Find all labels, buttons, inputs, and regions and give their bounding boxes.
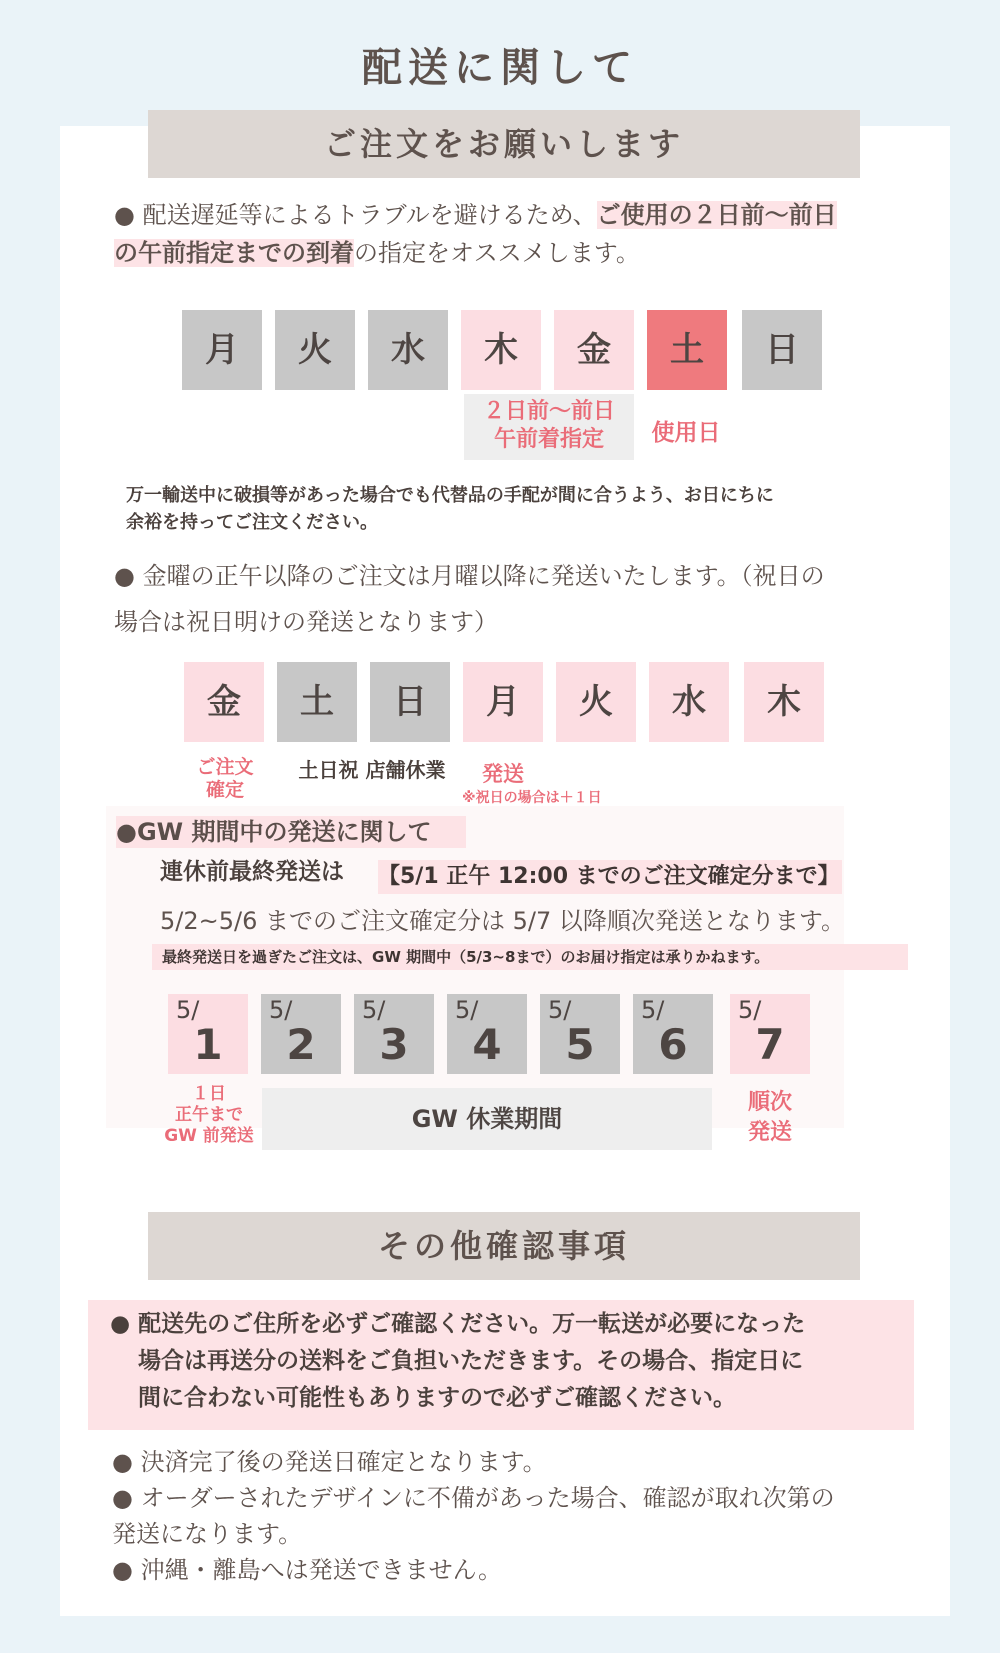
gw-date-5-day: 5 <box>565 1020 595 1069</box>
gw-line2: 5/2~5/6 までのご注文確定分は 5/7 以降順次発送となります。 <box>160 907 845 935</box>
day-fri: 金 <box>554 310 634 390</box>
para1-suffix: の指定をオススメします。 <box>354 239 640 267</box>
gw-date-7 <box>730 994 810 1074</box>
warn-line1: ● 配送先のご住所を必ずご確認ください。万一転送が必要になった <box>110 1311 806 1337</box>
day-sun: 日 <box>742 310 822 390</box>
gw-date-2 <box>261 994 341 1074</box>
other-item-1: ● 決済完了後の発送日確定となります。 <box>112 1448 547 1476</box>
gw-date-2-day: 2 <box>286 1020 316 1069</box>
last-ship-value: 【5/1 正午 12:00 までのご注文確定分まで】 <box>378 860 842 894</box>
day2-thu: 木 <box>744 662 824 742</box>
ship-label: 発送 <box>482 762 524 786</box>
gw-holiday-bar: GW 休業期間 <box>262 1088 712 1150</box>
gw-date-7-day: 7 <box>755 1020 785 1069</box>
gw-date-3 <box>354 994 434 1074</box>
arrival-label-box <box>464 394 634 460</box>
para1-highlight-a: ご使用の２日前〜前日 <box>596 201 837 229</box>
damage-note <box>126 482 906 536</box>
day2-tue: 火 <box>556 662 636 742</box>
section-banner-order: ご注文をお願いします <box>148 110 860 178</box>
para2-line2: 場合は祝日明けの発送となります） <box>114 608 498 636</box>
paragraph-delivery-recommendation <box>114 196 934 272</box>
gw-date-1 <box>168 994 248 1074</box>
day-thu: 木 <box>461 310 541 390</box>
gw-last-label-1: 順次 <box>747 1090 792 1115</box>
ship-holiday-note: ※祝日の場合は＋１日 <box>462 790 602 806</box>
arrival-label-line1: ２日前〜前日 <box>482 399 615 424</box>
day2-sat: 土 <box>277 662 357 742</box>
gw-heading: ●GW 期間中の発送に関して <box>116 816 466 848</box>
store-closed-label: 土日祝 店舗休業 <box>298 758 446 782</box>
warn-line2: 場合は再送分の送料をご負担いただきます。その場合、指定日に <box>138 1348 804 1374</box>
other-items-list <box>112 1444 932 1588</box>
order-confirm-line2: 確定 <box>205 779 244 801</box>
order-confirm-label <box>180 756 270 802</box>
order-confirm-line1: ご注文 <box>196 756 254 778</box>
gw-date-5 <box>540 994 620 1074</box>
other-item-2-line1: ● オーダーされたデザインに不備があった場合、確認が取れ次第の <box>112 1484 835 1512</box>
gw-date-1-month: 5/ <box>176 996 200 1024</box>
gw-date-1-day: 1 <box>193 1020 223 1069</box>
para1-highlight-b: の午前指定までの到着 <box>114 239 354 267</box>
paragraph-friday-orders <box>114 553 934 645</box>
day2-sun: 日 <box>370 662 450 742</box>
note-line2: 余裕を持ってご注文ください。 <box>126 512 378 533</box>
para1-prefix: ● 配送遅延等によるトラブルを避けるため、 <box>114 201 597 229</box>
day2-fri: 金 <box>184 662 264 742</box>
day2-mon: 月 <box>463 662 543 742</box>
gw-date-4 <box>447 994 527 1074</box>
day-mon: 月 <box>182 310 262 390</box>
gw-last-label-2: 発送 <box>747 1120 792 1145</box>
gw-first-label-1: １日 <box>192 1084 226 1104</box>
gw-date-6-month: 5/ <box>641 996 665 1024</box>
other-item-3: ● 沖縄・離島へは発送できません。 <box>112 1556 503 1584</box>
gw-date-4-month: 5/ <box>455 996 479 1024</box>
gw-first-label <box>156 1084 262 1147</box>
day2-wed: 水 <box>649 662 729 742</box>
gw-last-label <box>730 1088 810 1148</box>
gw-date-6-day: 6 <box>658 1020 688 1069</box>
para2-line1: ● 金曜の正午以降のご注文は月曜以降に発送いたします。（祝日の <box>114 562 825 590</box>
day-wed: 水 <box>368 310 448 390</box>
last-ship-label: 連休前最終発送は <box>160 859 344 885</box>
gw-first-label-3: GW 前発送 <box>164 1126 254 1146</box>
gw-line3: 最終発送日を過ぎたご注文は、GW 期間中（5/3~8まで）のお届け指定は承りかねます。 <box>152 944 908 970</box>
gw-date-4-day: 4 <box>472 1020 502 1069</box>
gw-date-5-month: 5/ <box>548 996 572 1024</box>
other-item-2-line2: 発送になります。 <box>112 1520 303 1548</box>
page-title: 配送に関して <box>362 45 638 91</box>
arrival-label-line2: 午前着指定 <box>493 427 604 452</box>
day-tue: 火 <box>275 310 355 390</box>
note-line1: 万一輸送中に破損等があった場合でも代替品の手配が間に合うよう、お日にちに <box>126 485 774 506</box>
gw-date-3-day: 3 <box>379 1020 409 1069</box>
day-sat-use: 土 <box>647 310 727 390</box>
use-day-label: 使用日 <box>651 420 721 446</box>
gw-date-7-month: 5/ <box>738 996 762 1024</box>
address-warning-text <box>110 1306 910 1417</box>
gw-date-3-month: 5/ <box>362 996 386 1024</box>
gw-date-6 <box>633 994 713 1074</box>
warn-line3: 間に合わない可能性もありますので必ずご確認ください。 <box>138 1385 736 1411</box>
gw-date-2-month: 5/ <box>269 996 293 1024</box>
gw-first-label-2: 正午まで <box>175 1105 243 1125</box>
section-banner-other: その他確認事項 <box>148 1212 860 1280</box>
